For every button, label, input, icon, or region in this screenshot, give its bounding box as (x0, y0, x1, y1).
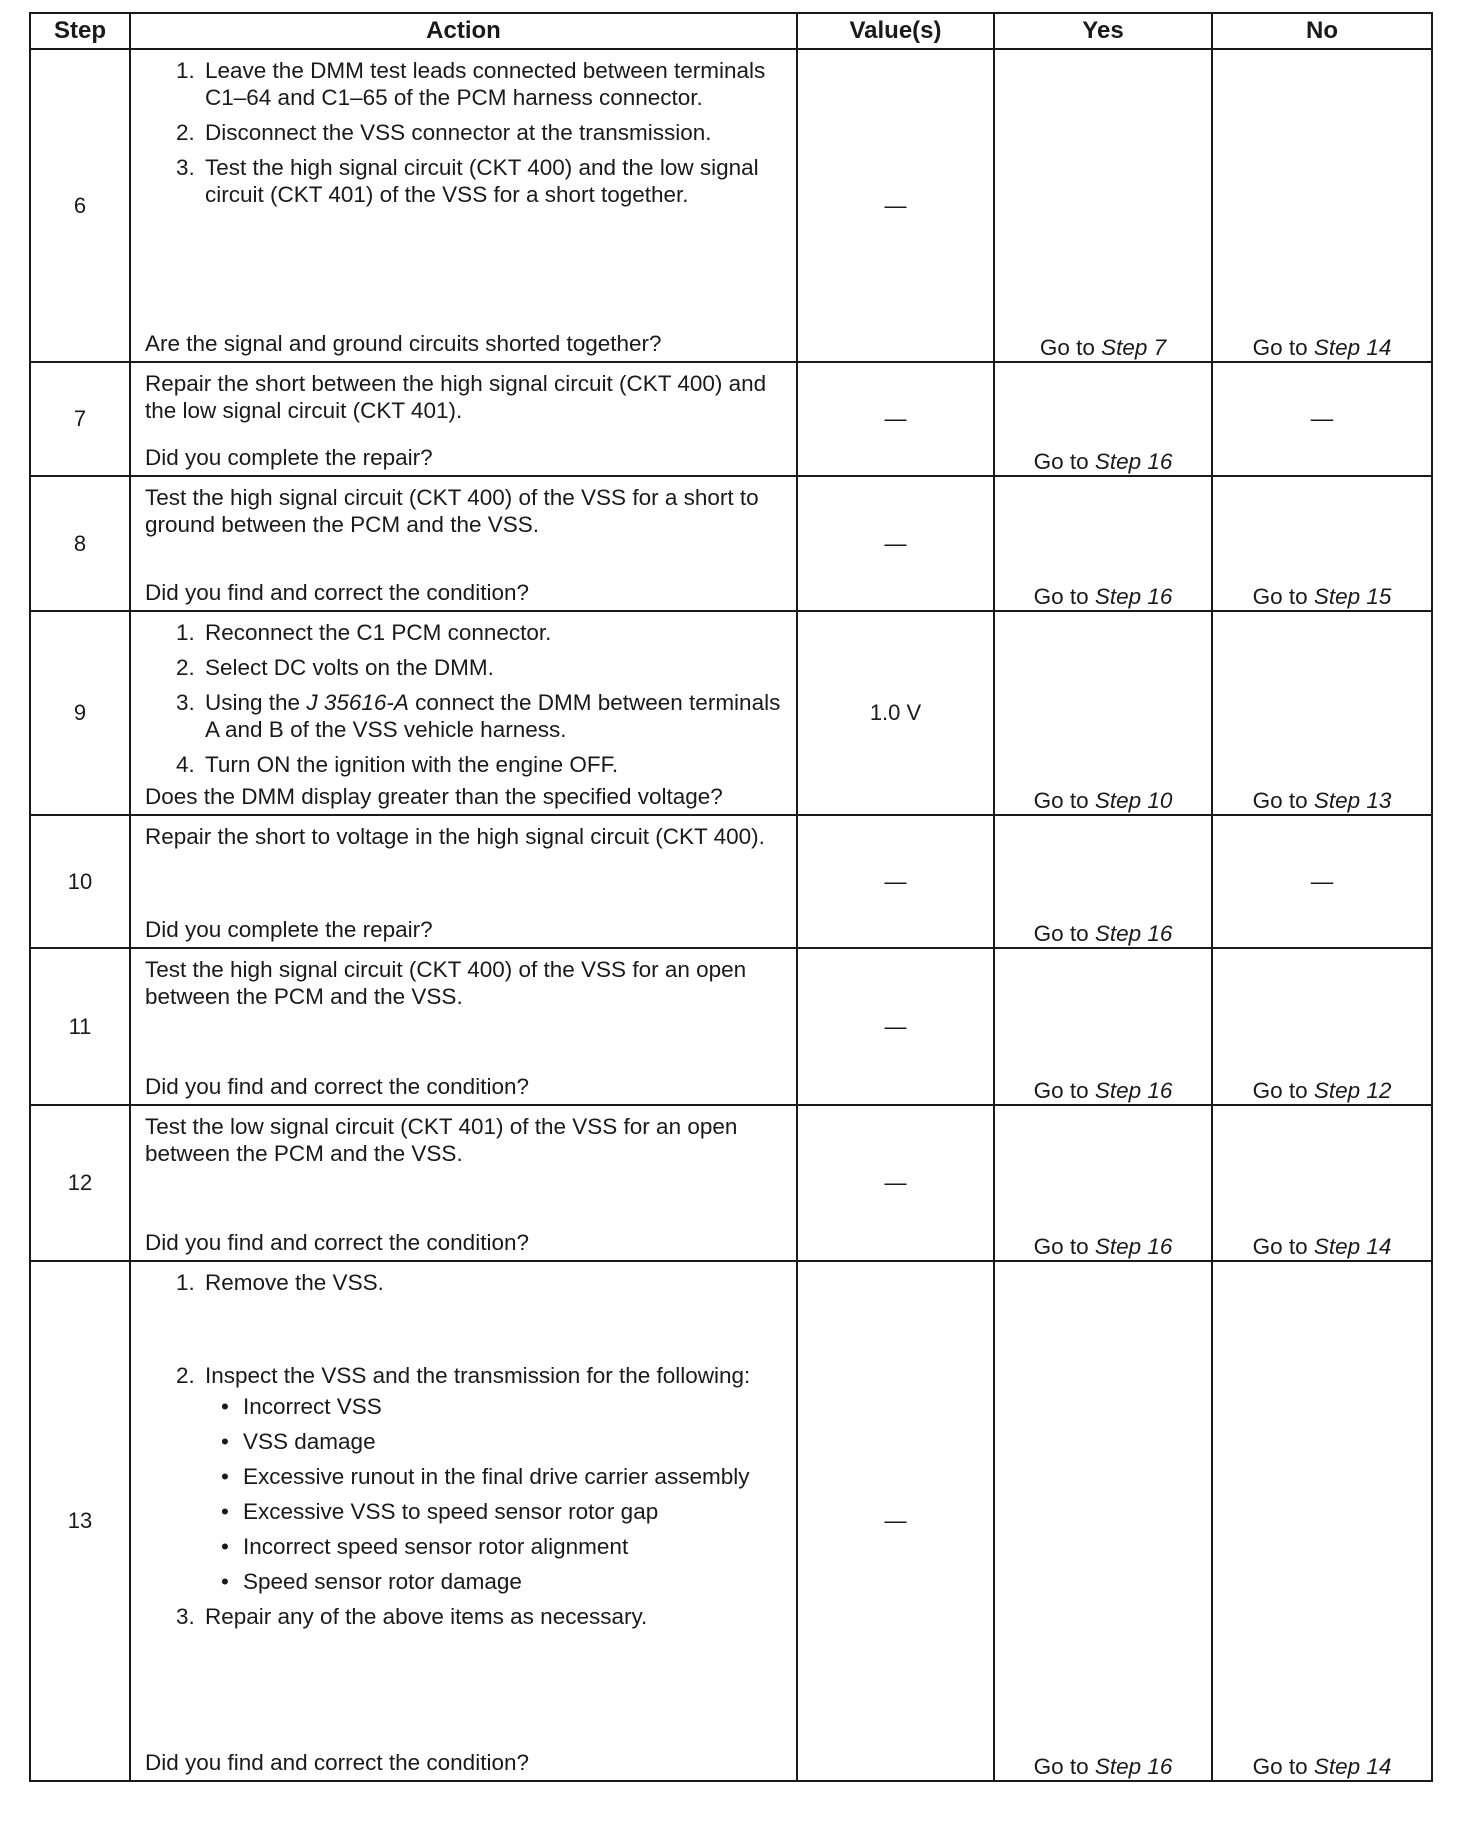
step-number: 13 (30, 1261, 130, 1781)
go-to-label: Go to (1033, 584, 1089, 609)
action-step: 1. Remove the VSS. (201, 1269, 782, 1296)
yes-cell (994, 49, 1212, 362)
no-cell (1212, 1261, 1432, 1781)
list-item: • Excessive runout in the final drive carrier assembly (239, 1463, 782, 1490)
yes-target-link[interactable]: Step 7 (1101, 335, 1167, 360)
action-question: Did you find and correct the condition? (145, 1230, 529, 1255)
value-cell: — (797, 1261, 994, 1781)
header-step: Step (30, 13, 130, 49)
yes-cell (994, 476, 1212, 611)
no-target-link[interactable]: Step 14 (1313, 335, 1392, 360)
action-step-text: Inspect the VSS and the transmission for the following: (205, 1363, 751, 1388)
no-target-link[interactable]: Step 15 (1313, 584, 1392, 609)
no-target-link[interactable]: Step 13 (1313, 788, 1392, 813)
action-cell (130, 611, 797, 815)
go-to-label: Go to (1033, 1234, 1089, 1259)
yes-target-link[interactable]: Step 16 (1094, 1234, 1173, 1259)
go-to-label: Go to (1252, 788, 1308, 813)
go-to-label: Go to (1252, 335, 1308, 360)
value-cell: — (797, 1105, 994, 1261)
go-to-label: Go to (1033, 449, 1089, 474)
action-step (201, 1362, 782, 1595)
action-cell (130, 815, 797, 948)
no-target-link[interactable]: Step 12 (1313, 1078, 1392, 1103)
list-item: • Speed sensor rotor damage (239, 1568, 782, 1595)
action-text: Repair the short between the high signal circuit (CKT 400) and the low signal circuit (CKT 401). (145, 371, 767, 423)
yes-cell (994, 611, 1212, 815)
action-question: Did you complete the repair? (145, 445, 433, 470)
action-text: Repair the short to voltage in the high signal circuit (CKT 400). (145, 824, 765, 849)
step-number: 9 (30, 611, 130, 815)
action-step: 3. Repair any of the above items as necessary. (201, 1603, 782, 1630)
no-cell (1212, 49, 1432, 362)
action-question: Are the signal and ground circuits shorted together? (145, 331, 662, 356)
step-number: 10 (30, 815, 130, 948)
yes-cell (994, 1105, 1212, 1261)
no-target-link[interactable]: Step 14 (1313, 1754, 1392, 1779)
action-step: 3. Test the high signal circuit (CKT 400) and the low signal circuit (CKT 401) of the VSS for a short together. (201, 154, 782, 208)
go-to-label: Go to (1252, 1754, 1308, 1779)
yes-target-link[interactable]: Step 10 (1094, 788, 1173, 813)
action-cell (130, 362, 797, 476)
action-step: 1. Reconnect the C1 PCM connector. (201, 619, 782, 646)
action-steps (145, 57, 782, 208)
list-item: • Excessive VSS to speed sensor rotor gap (239, 1498, 782, 1525)
step-number: 7 (30, 362, 130, 476)
no-cell (1212, 476, 1432, 611)
yes-target-link[interactable]: Step 16 (1094, 584, 1173, 609)
action-question: Did you complete the repair? (145, 917, 433, 942)
action-cell (130, 49, 797, 362)
action-text: Test the high signal circuit (CKT 400) of the VSS for a short to ground between the PCM and the VSS. (145, 485, 759, 537)
step-number: 8 (30, 476, 130, 611)
no-cell (1212, 611, 1432, 815)
value-cell: — (797, 815, 994, 948)
diagnostic-table (29, 12, 1433, 1782)
go-to-label: Go to (1033, 921, 1089, 946)
header-action: Action (130, 13, 797, 49)
action-question: Did you find and correct the condition? (145, 580, 529, 605)
action-step (201, 689, 782, 743)
action-question: Did you find and correct the condition? (145, 1074, 529, 1099)
action-question: Does the DMM display greater than the specified voltage? (145, 784, 723, 809)
yes-cell (994, 948, 1212, 1105)
list-item: • Incorrect VSS (239, 1393, 782, 1420)
no-cell (1212, 948, 1432, 1105)
table-row-step-7 (30, 362, 1432, 476)
step-number: 6 (30, 49, 130, 362)
value-cell: — (797, 476, 994, 611)
action-step: 4. Turn ON the ignition with the engine OFF. (201, 751, 782, 778)
header-values: Value(s) (797, 13, 994, 49)
action-step: 2. Disconnect the VSS connector at the transmission. (201, 119, 782, 146)
yes-target-link[interactable]: Step 16 (1094, 921, 1173, 946)
table-row-step-11 (30, 948, 1432, 1105)
table-row-step-10 (30, 815, 1432, 948)
no-cell (1212, 1105, 1432, 1261)
go-to-label: Go to (1252, 1078, 1308, 1103)
list-item: • VSS damage (239, 1428, 782, 1455)
action-steps (145, 1269, 782, 1630)
value-cell: — (797, 948, 994, 1105)
table-row-step-12 (30, 1105, 1432, 1261)
header-yes: Yes (994, 13, 1212, 49)
action-step-text: Using the (205, 690, 301, 715)
action-step: 1. Leave the DMM test leads connected between terminals C1–64 and C1–65 of the PCM harness connector. (201, 57, 782, 111)
go-to-label: Go to (1033, 1754, 1089, 1779)
step-number: 11 (30, 948, 130, 1105)
no-target-link[interactable]: Step 14 (1313, 1234, 1392, 1259)
no-cell: — (1212, 815, 1432, 948)
yes-target-link[interactable]: Step 16 (1094, 1078, 1173, 1103)
action-cell (130, 1261, 797, 1781)
action-steps (145, 619, 782, 778)
header-no: No (1212, 13, 1432, 49)
action-cell (130, 948, 797, 1105)
value-cell: — (797, 362, 994, 476)
no-cell: — (1212, 362, 1432, 476)
value-cell: 1.0 V (797, 611, 994, 815)
action-cell (130, 476, 797, 611)
value-cell: — (797, 49, 994, 362)
table-row-step-9 (30, 611, 1432, 815)
action-text: Test the high signal circuit (CKT 400) of the VSS for an open between the PCM and the VSS. (145, 957, 747, 1009)
tool-number: J 35616-A (306, 690, 409, 715)
yes-cell (994, 1261, 1212, 1781)
step-number: 12 (30, 1105, 130, 1261)
action-text: Test the low signal circuit (CKT 401) of the VSS for an open between the PCM and the VSS. (145, 1114, 738, 1166)
go-to-label: Go to (1033, 788, 1089, 813)
action-cell (130, 1105, 797, 1261)
yes-cell (994, 362, 1212, 476)
table-row-step-8 (30, 476, 1432, 611)
table-row-step-6 (30, 49, 1432, 362)
yes-cell (994, 815, 1212, 948)
inspection-list (205, 1393, 782, 1595)
action-step-text: connect the DMM between terminals A and B of the VSS vehicle harness. (205, 690, 781, 742)
yes-target-link[interactable]: Step 16 (1094, 449, 1173, 474)
action-question: Did you find and correct the condition? (145, 1750, 529, 1775)
list-item: • Incorrect speed sensor rotor alignment (239, 1533, 782, 1560)
go-to-label: Go to (1039, 335, 1095, 360)
go-to-label: Go to (1252, 584, 1308, 609)
action-step: 2. Select DC volts on the DMM. (201, 654, 782, 681)
table-row-step-13 (30, 1261, 1432, 1781)
go-to-label: Go to (1033, 1078, 1089, 1103)
go-to-label: Go to (1252, 1234, 1308, 1259)
header-row (30, 13, 1432, 49)
yes-target-link[interactable]: Step 16 (1094, 1754, 1173, 1779)
